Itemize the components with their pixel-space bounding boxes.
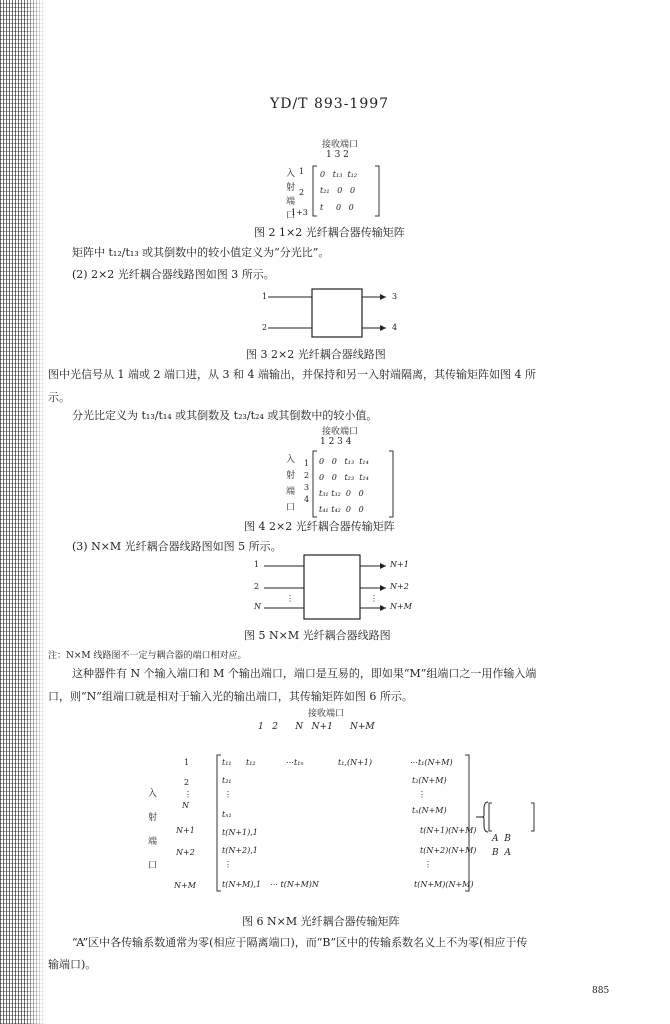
fig6-vdots-right-1: ⋮ [418, 790, 426, 799]
svg-text:⋮: ⋮ [370, 594, 378, 603]
fig4-matrix-row: 0 0 t₂₃ t₂₄ [319, 473, 369, 482]
fig2-row-label: 入 射 端 口 [286, 169, 296, 221]
fig6-cell-rnm-cn: ⋯ t(N+M)N [270, 880, 319, 889]
fig2-row-3: 1+3 [291, 208, 308, 217]
paragraph-split-ratio-2x2: 分光比定义为 t₁₃/t₁₄ 或其倒数及 t₂₃/t₂₄ 或其倒数中的较小值。 [72, 409, 378, 422]
fig6-cell-r1-c2: t₁₂ [246, 758, 256, 767]
fig6-cell-rn2-cnm: t(N+2)(N+M) [420, 846, 477, 855]
fig3-diagram [258, 287, 408, 342]
fig3-port-4: 4 [392, 323, 398, 332]
fig6-cell-r1-cnm: ⋯t₁(N+M) [410, 758, 453, 767]
fig2-matrix-row-1: 0 t₁₃ t₁₂ [320, 170, 358, 179]
fig6-row-label: 入 射 端 口 [148, 789, 158, 871]
fig2-matrix-row-2: t₂₁ 0 0 [320, 186, 356, 195]
fig4-row-label: 入 射 端 口 [286, 455, 296, 513]
fig6-row-n1: N+1 [176, 826, 195, 835]
note-nxm: 注：N×M 线路图不一定与耦合器的端口相对应。 [48, 651, 247, 661]
fig3-port-1: 1 [262, 292, 268, 301]
fig6-matrix-brackets [216, 754, 472, 892]
fig6-block-brackets [488, 802, 536, 832]
fig6-row-2: 2 [184, 778, 190, 787]
fig5-caption: 图 5 N×M 光纤耦合器线路图 [244, 629, 391, 642]
fig4-matrix-row: t₃₁ t₃₂ 0 0 [319, 489, 364, 498]
paragraph-regions-line-2: 输端口)。 [48, 958, 97, 971]
fig4-col-title: 接收端口 [322, 427, 359, 437]
fig6-row-nm: N+M [174, 881, 196, 890]
paragraph-nxm-ports-line-1: 这种器件有 N 个输入端口和 M 个输出端口，端口是互易的，即如果“M”组端口之一用作输入端 [72, 667, 537, 680]
fig5-input-port-1: 1 [254, 560, 260, 569]
fig3-port-3: 3 [392, 292, 398, 301]
fig2-col-title: 接收端口 [322, 140, 359, 150]
paragraph-regions-line-1: “A”区中各传输系数通常为零(相应于隔离端口)，而“B”区中的传输系数名义上不为零(相应于传 [72, 936, 528, 949]
fig6-cell-rnm-c1: t(N+M),1 [222, 880, 261, 889]
standard-code-header: YD/T 893-1997 [270, 96, 390, 112]
paragraph-signal-flow-line-1: 图中光信号从 1 端或 2 端口进，从 3 和 4 端输出，并保持和另一入射端隔离，其传输矩阵如图 4 所 [48, 368, 536, 381]
fig6-cell-r1-cn1: t₁,(N+1) [338, 758, 372, 767]
fig2-col-numbers: 1 3 2 [326, 150, 349, 160]
fig5-input-port-2: 2 [254, 582, 260, 591]
page-number: 885 [592, 986, 610, 996]
fig5-output-port-n2: N+2 [390, 582, 409, 591]
fig5-output-port-n1: N+1 [390, 560, 409, 569]
fig6-row-n: N [182, 801, 189, 810]
fig6-cell-r2-cnm: t₂(N+M) [412, 776, 447, 785]
fig6-row-1: 1 [184, 758, 190, 767]
svg-text:⋮: ⋮ [286, 594, 294, 603]
fig6-cell-rn1-c1: t(N+1),1 [222, 828, 258, 837]
fig6-caption: 图 6 N×M 光纤耦合器传输矩阵 [242, 915, 400, 928]
fig4-matrix-row: t₄₁ t₄₂ 0 0 [319, 505, 364, 514]
fig6-cell-rn-cnm: tₙ(N+M) [412, 806, 447, 815]
fig6-vdots-left-1: ⋮ [224, 790, 232, 799]
fig6-cell-rnm-cnm: t(N+M)(N+M) [414, 880, 474, 889]
fig6-vdots-right-2: ⋮ [424, 860, 432, 869]
fig4-caption: 图 4 2×2 光纤耦合器传输矩阵 [244, 520, 395, 533]
fig4-matrix [319, 454, 369, 518]
paragraph-signal-flow-line-2: 示。 [48, 391, 70, 404]
paragraph-nxm-intro: (3) N×M 光纤耦合器线路图如图 5 所示。 [72, 540, 282, 553]
fig6-cell-rn-c1: tₙ₁ [222, 810, 232, 819]
fig6-row-dots: ⋮ [184, 790, 192, 799]
fig5-output-port-nm: N+M [390, 602, 412, 611]
fig6-cell-rn2-c1: t(N+2),1 [222, 846, 258, 855]
fig4-row-numbers: 1 2 3 4 [304, 459, 310, 504]
fig6-cell-r1-c1: t₁₁ [222, 758, 232, 767]
fig5-input-port-n: N [254, 602, 261, 611]
fig4-matrix-row: 0 0 t₁₃ t₁₄ [319, 457, 369, 466]
paragraph-nxm-ports-line-2: 口，则“N”组端口就是相对于输入光的输出端口，其传输矩阵如图 6 所示。 [48, 690, 413, 703]
fig6-cell-r1-cn: ⋯t₁ₙ [286, 758, 304, 767]
fig6-block-matrix: A B B A [492, 834, 511, 858]
fig6-col-numbers: 1 2 N N+1 N+M [258, 722, 375, 732]
fig6-col-title: 接收端口 [308, 709, 345, 719]
fig6-cell-rn1-cnm: t(N+1)(N+M) [420, 826, 477, 835]
fig3-port-2: 2 [262, 323, 268, 332]
fig2-caption: 图 2 1×2 光纤耦合器传输矩阵 [254, 226, 405, 239]
paragraph-split-ratio: 矩阵中 t₁₂/t₁₃ 或其倒数中的较小值定义为“分光比”。 [72, 246, 330, 259]
fig3-caption: 图 3 2×2 光纤耦合器线路图 [246, 348, 386, 361]
fig2-row-2: 2 [299, 188, 305, 197]
fig6-cell-r2-c1: t₂₁ [222, 776, 232, 785]
paragraph-2x2-intro: (2) 2×2 光纤耦合器线路图如图 3 所示。 [72, 268, 275, 281]
fig2-matrix-row-3: t 0 0 [320, 203, 354, 212]
fig6-vdots-left-2: ⋮ [224, 860, 232, 869]
fig2-row-1: 1 [299, 167, 305, 176]
scanned-binding-edge [0, 0, 46, 1024]
fig4-col-numbers: 1 2 3 4 [320, 437, 352, 447]
fig6-row-n2: N+2 [176, 848, 195, 857]
